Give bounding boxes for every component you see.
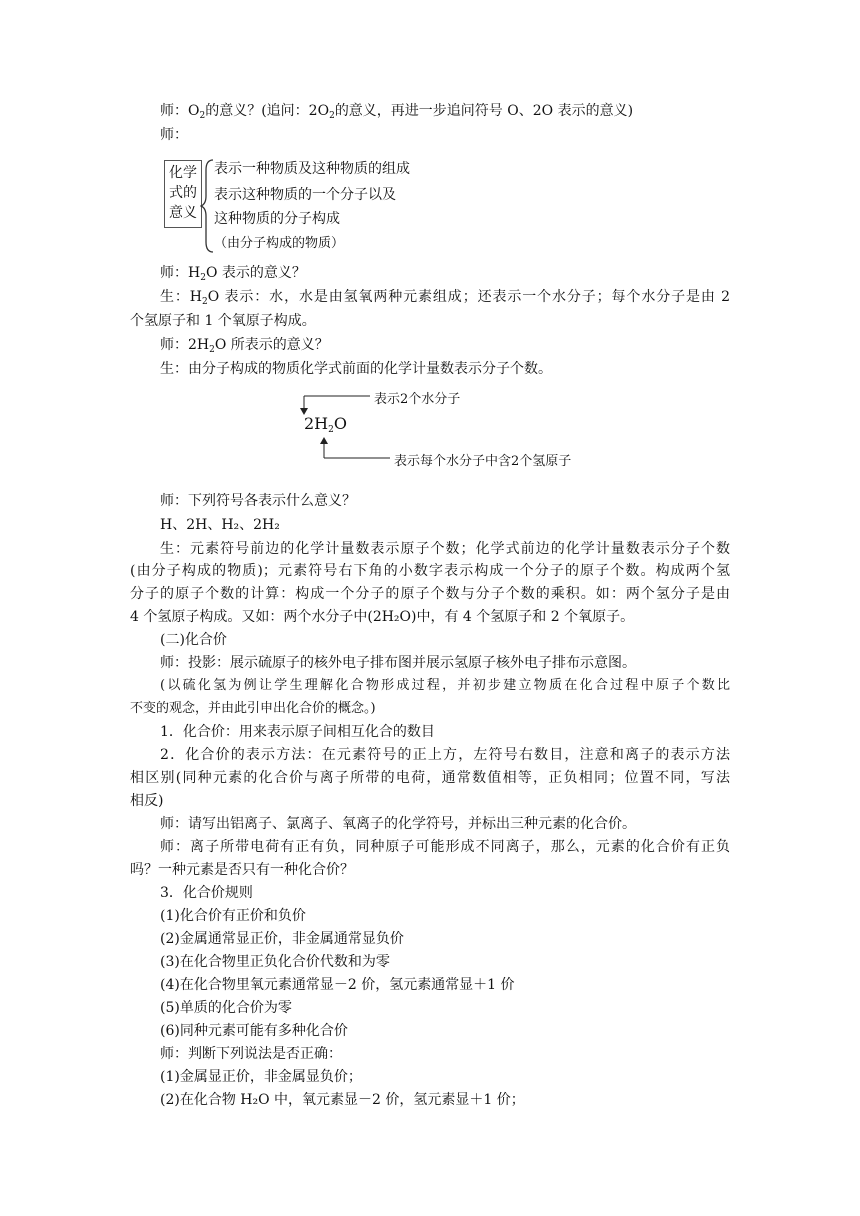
text-line: 生：$H_2O$ 表示：水，水是由氢氧两种元素组成；还表示一个水分子；每个水分子是由 2 [160,289,730,307]
text-line: 相区别(同种元素的化合价与离子所带的电荷，通常数值相等，正负相同；位置不同，写法 [130,770,730,786]
text-line: 师：$H_2O$ 表示的意义？ [160,265,306,283]
text-line: H、2H、H₂、2H₂ [160,517,280,533]
meaning-item: 表示一种物质及这种物质的组成 [214,161,410,177]
diagram-label-bottom: 表示每个水分子中含2个氢原子 [394,454,572,469]
text-line: 生：由分子构成的物质化学式前面的化学计量数表示分子个数。 [160,361,552,377]
text-line: 3．化合价规则 [160,885,253,901]
text-line: (1)金属显正价，非金属显负价； [160,1069,362,1085]
text-line: 师： [160,127,188,143]
text-line: 分子的原子个数的计算：构成一个分子的原子个数与分子个数的乘积。如：两个氢分子是由 [130,586,730,602]
text-line: 师：$2H_2O$ 所表示的意义？ [160,337,329,355]
text-line: (2)在化合物 H₂O 中，氧元素显－2 价，氢元素显＋1 价； [160,1092,525,1108]
text-line: (由分子构成的物质)；元素符号右下角的小数字表示构成一个分子的原子个数。构成两个氢 [130,563,730,579]
text-line: (1)化合价有正价和负价 [160,908,306,924]
text-line: (2)金属通常显正价，非金属通常显负价 [160,931,404,947]
text-line: 师：$O_2$的意义？(追问：$2O_2$的意义，再进一步追问符号 O、2O 表示的意义) [160,103,634,121]
meaning-item: 表示这种物质的一个分子以及 [214,187,396,203]
diagram-formula: $2H_2O$ [304,414,347,435]
text-line: (6)同种元素可能有多种化合价 [160,1023,348,1039]
section-heading: (二)化合价 [160,632,227,648]
text-line: 4 个氢原子构成。又如：两个水分子中(2H₂O)中，有 4 个氢原子和 2 个氧原子。 [130,609,635,625]
text-line: 个氢原子和 1 个氧原子构成。 [130,313,316,329]
text-line: 1．化合价：用来表示原子间相互化合的数目 [160,724,435,740]
text-line: 师：离子所带电荷有正有负，同种原子可能形成不同离子，那么，元素的化合价有正负 [160,839,730,855]
text-line: 师：请写出铝离子、氯离子、氧离子的化学符号，并标出三种元素的化合价。 [160,816,636,832]
box-title-line: 式的 [169,185,197,201]
meaning-item: 这种物质的分子构成 [214,211,340,227]
text-line: 师：投影：展示硫原子的核外电子排布图并展示氢原子核外电子排布示意图。 [160,655,636,671]
box-title-line: 化学 [169,165,197,181]
text-line: 吗？一种元素是否只有一种化合价？ [130,862,354,878]
diagram-label-top: 表示2个水分子 [374,392,461,407]
text-line: (3)在化合物里正负化合价代数和为零 [160,954,390,970]
text-line: 师：判断下列说法是否正确： [160,1046,342,1062]
2h2o-meaning-diagram [290,384,610,476]
text-line: (4)在化合物里氧元素通常显－2 价，氢元素通常显＋1 价 [160,977,515,993]
text-line: 生：元素符号前边的化学计量数表示原子个数；化学式前边的化学计量数表示分子个数 [160,541,730,557]
text-line: 师：下列符号各表示什么意义？ [160,493,356,509]
text-line: (以硫化氢为例让学生理解化合物形成过程，并初步建立物质在化合过程中原子个数比 [160,678,730,693]
text-line: 2．化合价的表示方法：在元素符号的正上方，左符号右数目，注意和离子的表示方法 [160,747,730,763]
text-line: 相反) [130,793,164,809]
box-title-line: 意义 [169,205,197,221]
text-line: (5)单质的化合价为零 [160,1000,292,1016]
chemical-formula-meaning-box [164,160,202,228]
text-line: 不变的观念，并由此引申出化合价的概念。) [130,701,376,716]
meaning-item: （由分子构成的物质） [214,236,345,251]
